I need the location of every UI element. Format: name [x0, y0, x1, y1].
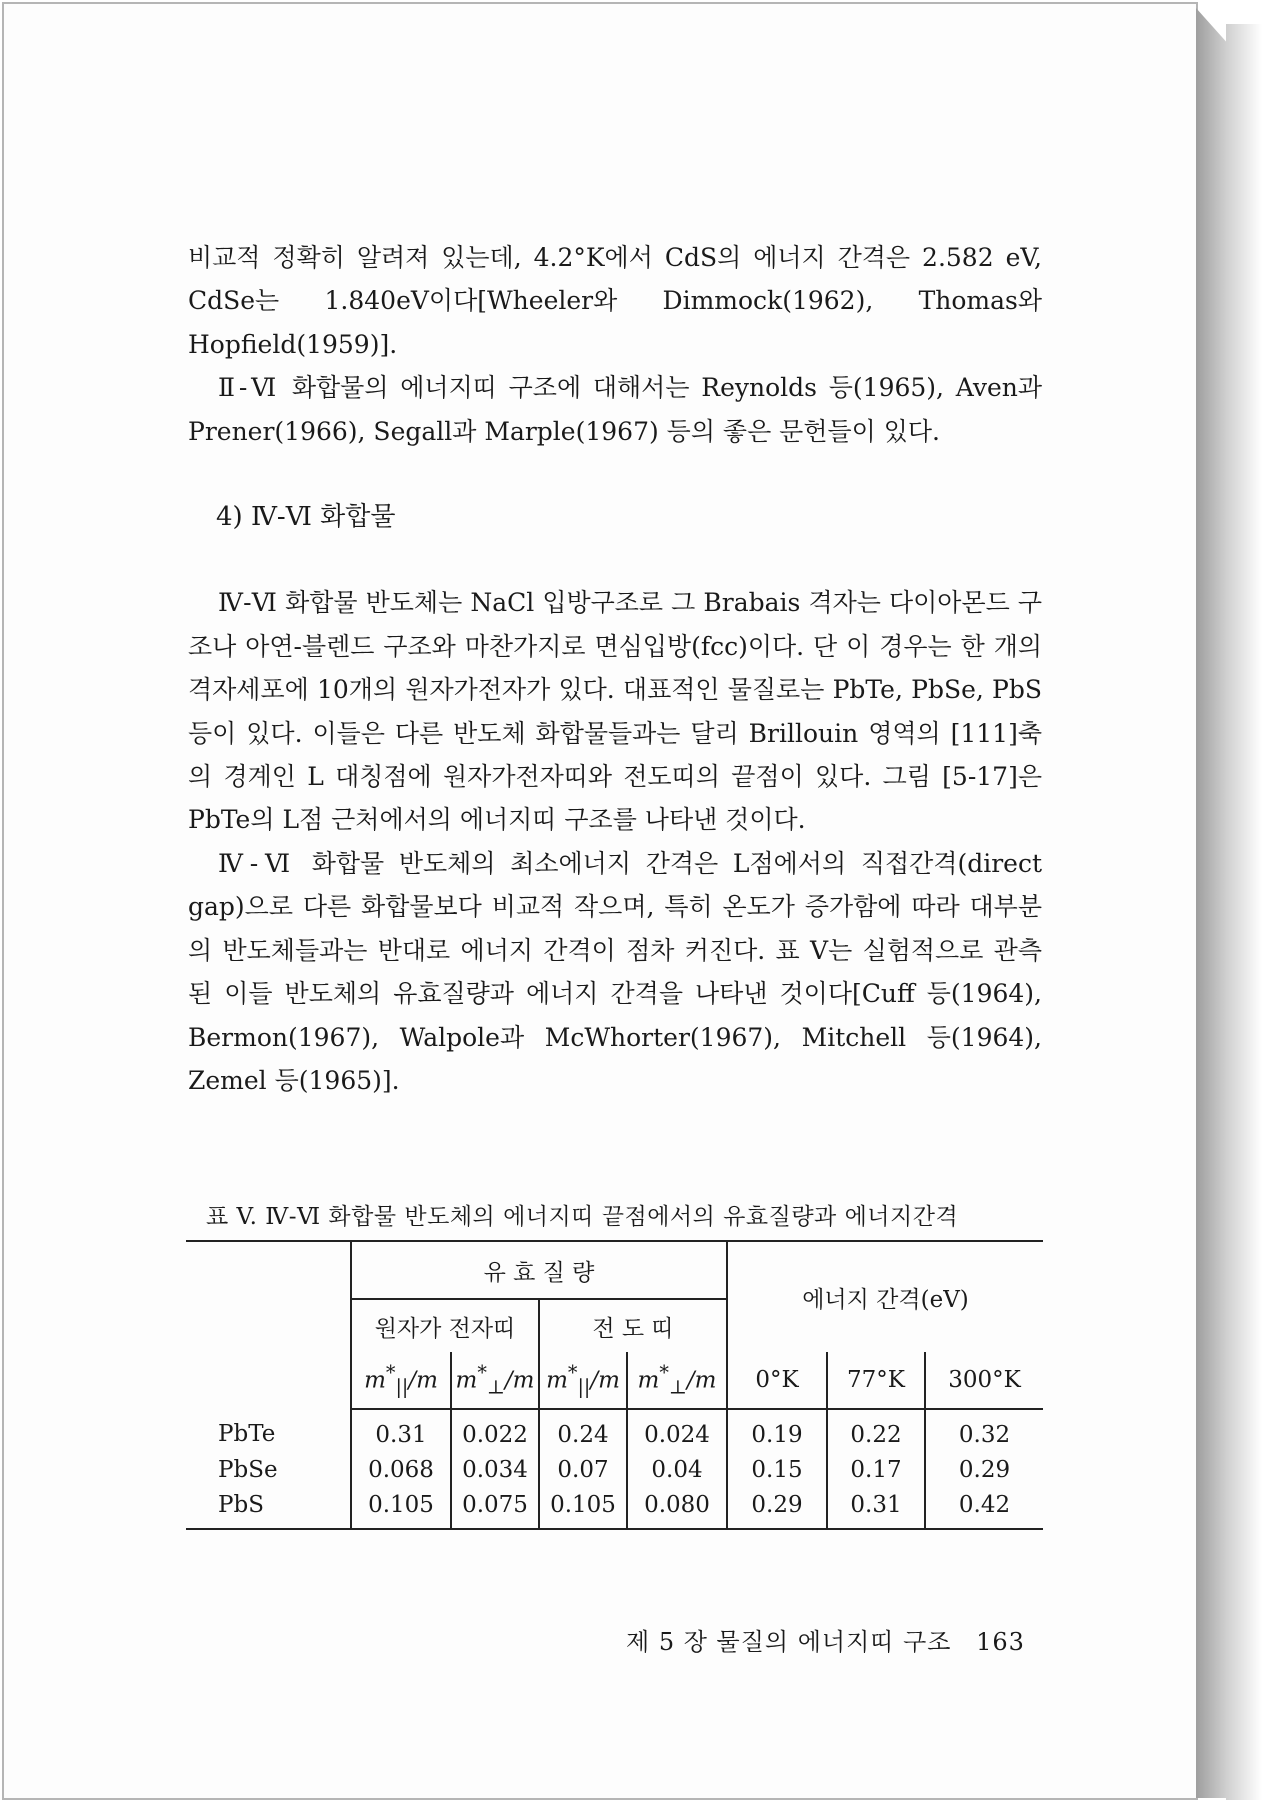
table-cell: 0.31: [375, 1421, 427, 1448]
page-shadow: [1226, 24, 1262, 1800]
paragraph-2: Ⅱ-Ⅵ 화합물의 에너지띠 구조에 대해서는 Reynolds 등(1965), Aven과 Prener(1966), Segall과 Marple(1967) 등의 좋은 문헌들이 있다.: [188, 373, 1042, 446]
header-mass-par-conduction: $m^*_{||}/m$: [539, 1352, 627, 1409]
table-cell: 0.15: [727, 1452, 827, 1487]
header-temp-300k: 300°K: [925, 1352, 1043, 1409]
row-label: PbSe: [186, 1452, 351, 1487]
page-footer: [626, 1622, 1025, 1657]
table-cell: 0.105: [539, 1487, 627, 1529]
corner-cell: [186, 1241, 351, 1409]
row-label: PbTe: [186, 1409, 351, 1452]
table-cell: 0.32: [925, 1409, 1043, 1452]
table-cell: 0.17: [827, 1452, 925, 1487]
section-heading: 4) Ⅳ-Ⅵ 화합물: [216, 502, 396, 533]
table-cell: 0.07: [539, 1452, 627, 1487]
table-row: [186, 1409, 1043, 1452]
header-mass-par-valence: $m^*_{||}/m$: [351, 1352, 451, 1409]
paragraph-1: 비교적 정확히 알려져 있는데, 4.2°K에서 CdS의 에너지 간격은 2.582 eV, CdSe는 1.840eV이다[Wheeler와 Dimmock(1962), Thomas와 Hopfield(1959)].: [188, 243, 1042, 359]
table-cell: 0.29: [727, 1487, 827, 1529]
table-cell: 0.29: [925, 1452, 1043, 1487]
paragraph-4: Ⅳ-Ⅵ 화합물 반도체의 최소에너지 간격은 L점에서의 직접간격(direct gap)으로 다른 화합물보다 비교적 작으며, 특히 온도가 증가함에 따라 대부분의 반도체들과는 반대로 에너지 간격이 점차 커진다. 표 V는 실험적으로 관측된 이들 반도체의 유효질량과 에너지 간격을 나타낸 것이다[Cuff 등(1964), Bermon(1967), Walpole과 McWhorter(1967), Mitchell 등(1964), Zemel 등(1965)].: [188, 848, 1042, 1095]
table-cell: 0.24: [539, 1409, 627, 1452]
table-cell: 0.034: [451, 1452, 539, 1487]
header-mass-perp-valence: $m^*_\perp/m$: [451, 1352, 539, 1409]
header-mass-perp-conduction: $m^*_\perp/m$: [627, 1352, 727, 1409]
table-cell: 0.080: [627, 1487, 727, 1529]
row-label: PbS: [186, 1487, 351, 1529]
table-cell: 0.31: [827, 1487, 925, 1529]
table-cell: 0.04: [627, 1452, 727, 1487]
header-temp-0k: 0°K: [727, 1352, 827, 1409]
page-fold: [1196, 8, 1228, 1798]
table-cell: 0.024: [627, 1409, 727, 1452]
table-cell: 0.068: [368, 1456, 434, 1483]
table-cell: 0.075: [451, 1487, 539, 1529]
header-conduction-band: 전 도 띠: [539, 1299, 727, 1352]
header-effective-mass: 유 효 질 량: [351, 1241, 727, 1299]
table-cell: 0.42: [925, 1487, 1043, 1529]
table-cell: 0.22: [827, 1409, 925, 1452]
table-row: [186, 1452, 1043, 1487]
header-energy-gap: 에너지 간격(eV): [727, 1241, 1043, 1352]
table-cell: 0.19: [727, 1409, 827, 1452]
effective-mass-table: [186, 1240, 1043, 1530]
chapter-title: 제 5 장 물질의 에너지띠 구조: [626, 1628, 952, 1656]
body-text: [188, 236, 1042, 1102]
header-valence-band: 원자가 전자띠: [374, 1315, 516, 1342]
paragraph-3: Ⅳ-Ⅵ 화합물 반도체는 NaCl 입방구조로 그 Brabais 격자는 다이아몬드 구조나 아연-블렌드 구조와 마찬가지로 면심입방(fcc)이다. 단 이 경우는 한 개의 격자세포에 10개의 원자가전자가 있다. 대표적인 물질로는 PbTe, PbSe, PbS 등이 있다. 이들은 다른 반도체 화합물들과는 달리 Brillouin 영역의 [111]축의 경계인 L 대칭점에 원자가전자띠와 전도띠의 끝점이 있다. 그림 [5-17]은 PbTe의 L점 근처에서의 에너지띠 구조를 나타낸 것이다.: [188, 588, 1042, 835]
table-caption: 표 V. Ⅳ-Ⅵ 화합물 반도체의 에너지띠 끝점에서의 유효질량과 에너지간격: [206, 1204, 959, 1230]
page-number: 163: [976, 1628, 1025, 1656]
table-row: [186, 1487, 1043, 1529]
table-cell: 0.105: [368, 1491, 434, 1518]
table-cell: 0.022: [451, 1409, 539, 1452]
header-temp-77k: 77°K: [827, 1352, 925, 1409]
